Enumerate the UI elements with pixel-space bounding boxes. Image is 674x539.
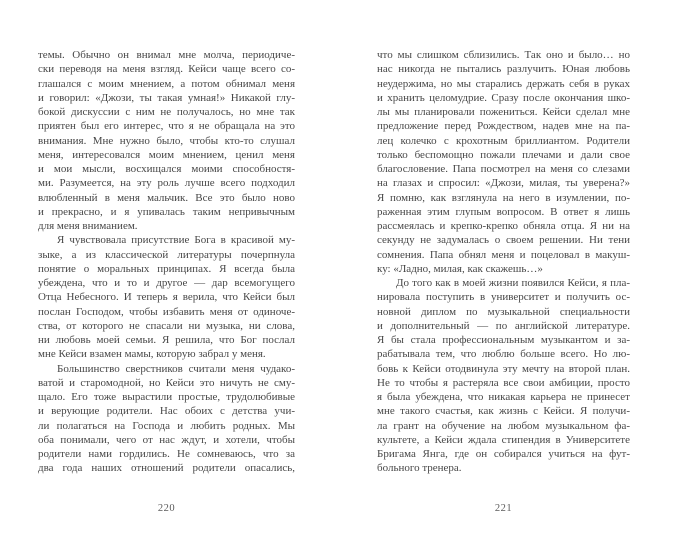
text-line: Бригама Янга, где он собирался учиться на фут- <box>377 448 630 460</box>
text-line: и прекрасно, и я упивалась таким непривычным <box>38 205 295 218</box>
text-line: Отца Небесного. И теперь я верила, что Кейси был <box>38 291 295 304</box>
text-line: неудержима, но мы старались держать себя в руках <box>377 77 630 90</box>
text-line: ватой и старомодной, но Кейси это ничуть не сму- <box>38 376 295 389</box>
text-line: рабатывала тем, что люблю больше всего. Но лю- <box>377 348 630 361</box>
text-line: нас никогда не пытались разлучить. Юная любовь <box>377 63 630 76</box>
text-line: ни любовь моей семьи. Я решила, что Бог послал <box>38 334 295 346</box>
text-line: рассмеялась и крепко-крепко обняла отца. Я ни на <box>377 220 630 232</box>
text-line: и говорил: «Джози, ты такая умная!» Никакой глу- <box>38 91 295 104</box>
text-line: предложение перед Рождеством, надев мне на па- <box>377 120 630 133</box>
text-line: Я помню, как взглянула на него в изумлении, по- <box>377 191 630 204</box>
text-line: ли полагаться на Господа и любить родных. Мы <box>38 419 295 432</box>
text-line: секунду не задумалась о своем решении. Ни тени <box>377 234 630 247</box>
text-line: ски переводя на меня взгляд. Кейси чаще всего со- <box>38 63 295 76</box>
text-line: и верующие родители. Нас обоих с детства учи- <box>38 405 295 418</box>
text-line: влюбленный в меня мальчик. Все это было ново <box>38 191 295 204</box>
text-line: и дополнительный — по английской литературе. <box>377 319 630 332</box>
text-line: убеждена, что и то и другое — дар всемогущего <box>38 277 295 289</box>
text-line: сомнения. Папа обнял меня и поцеловал в макуш- <box>377 248 630 261</box>
text-line: ства, от которого не спасали ни музыка, ни слова, <box>38 319 295 332</box>
text-line: меня, интересовался моим мнением, ценил меня <box>38 148 295 161</box>
text-line: темы. Обычно он внимал мне молча, периодиче- <box>38 49 295 61</box>
text-line: бовь к Кейси отодвинула эту мечту на второй план. <box>377 362 630 375</box>
text-line: я была убеждена, что никакая карьера не принесет <box>377 391 630 403</box>
text-line: раженная этим глупым вопросом. В ответ я лишь <box>377 205 630 218</box>
text-line: понятие о моральных принципах. Я всегда была <box>38 262 295 275</box>
text-line: глашался с моим мнением, а потом обнимал меня <box>38 77 295 90</box>
text-line: мне Кейси взамен мамы, которую забрал у меня. <box>38 348 266 361</box>
text-line: зыке, а из классической литературы почерпнула <box>38 248 295 261</box>
text-line: на глазах и спросил: «Джози, милая, ты уверена?» <box>377 177 630 190</box>
text-line: нировала поступить в университет и получить ос- <box>377 291 630 304</box>
page-left-text <box>38 48 295 476</box>
text-line: бокой дискуссии с ним не получалось, но мне так <box>38 106 295 118</box>
page-right-text <box>377 48 630 476</box>
text-line: мне такого счастья, как жизнь с Кейси. Я получи- <box>377 405 630 418</box>
text-line: родители нами гордились. Не сомневаюсь, что за <box>38 448 295 460</box>
text-line: для меня вниманием. <box>38 220 138 232</box>
text-line: Большинство сверстников считали меня чудако- <box>57 362 295 375</box>
text-line: ла грант на обучение на любом музыкальном фа- <box>377 419 630 432</box>
text-line: лец колечко с крохотным бриллиантом. Родители <box>377 134 630 147</box>
text-line: только беспомощно пожали плечами и дали свое <box>377 148 630 161</box>
text-line: ми. Разумеется, на эту роль лучше всего подходил <box>38 177 295 190</box>
text-line: больного тренера. <box>377 462 462 475</box>
text-line: и мои мысли, восхищался моими способностя- <box>38 163 295 175</box>
page-number-left: 220 <box>157 503 176 514</box>
text-line: два года наших отношений родители опасались, <box>38 462 295 475</box>
page-number-right: 221 <box>494 503 513 514</box>
text-line: что мы слишком сблизились. Так оно и было… но <box>377 49 630 61</box>
text-line: послан Господом, чтобы избавить меня от одиноче- <box>38 305 295 318</box>
page-left <box>38 0 295 539</box>
text-line: щало. Его тоже вырастили простые, трудолюбивые <box>38 391 295 403</box>
text-line: культете, а Кейси ждала стипендия в Университете <box>377 433 630 446</box>
text-line: До того как в моей жизни появился Кейси, я пла- <box>396 277 630 289</box>
text-line: и хранить целомудрие. Сразу после окончания шко- <box>377 91 630 104</box>
text-line: лы мы планировали пожениться. Кейси сделал мне <box>377 106 630 118</box>
text-line: благословение. Папа посмотрел на меня со слезами <box>377 163 630 175</box>
text-line: приятен был его интерес, что я не обращала на это <box>38 120 295 133</box>
text-line: новной диплом по музыкальной специальности <box>377 305 630 318</box>
text-line: внимания. Мне нужно было, чтобы кто-то слушал <box>38 134 295 147</box>
text-line: ку: «Ладно, милая, как скажешь…» <box>377 262 543 275</box>
text-line: Я бы стала профессиональным музыкантом и за- <box>377 334 630 346</box>
text-line: Не то чтобы я растеряла все свои амбиции, просто <box>377 376 630 389</box>
page-right <box>377 0 630 539</box>
text-line: Я чувствовала присутствие Бога в красивой му- <box>57 234 295 247</box>
text-line: оба понимали, чего от нас ждут, и хотели, чтобы <box>38 433 295 446</box>
